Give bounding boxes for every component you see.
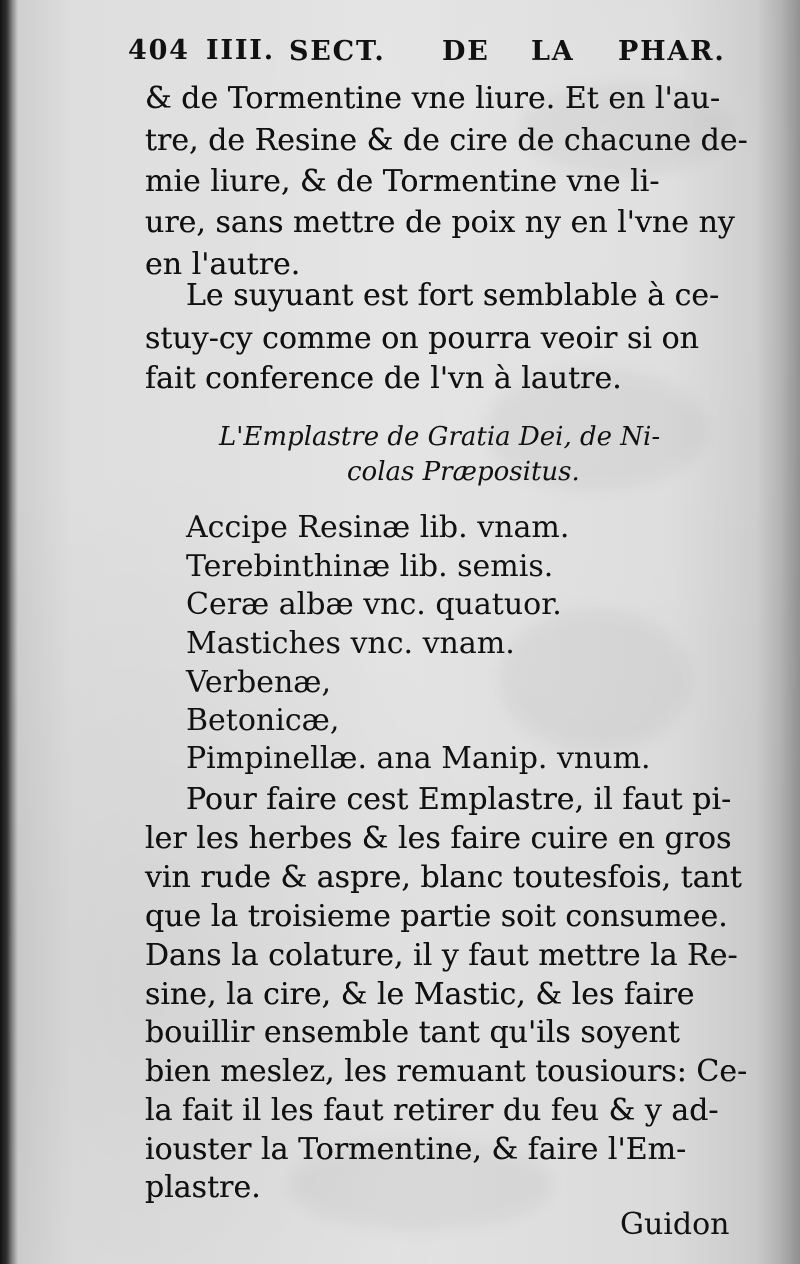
- body-line: en l'autre.: [145, 247, 301, 282]
- paragraph-line: sine, la cire, & le Mastic, & les faire: [145, 977, 695, 1012]
- paragraph-line: ler les herbes & les faire cuire en gros: [145, 821, 732, 856]
- catchword: Guidon: [620, 1207, 730, 1242]
- section-word-phar: PHAR.: [618, 36, 726, 67]
- paragraph-line: plastre.: [145, 1170, 261, 1205]
- section-word-de: DE: [442, 36, 490, 67]
- body-line: tre, de Resine & de cire de chacune de-: [145, 123, 748, 158]
- section-word-la: LA: [531, 36, 575, 67]
- paragraph-line: iouster la Tormentine, & faire l'Em-: [145, 1132, 687, 1167]
- recipe-line: Betonicæ,: [186, 703, 340, 738]
- running-header: [128, 35, 744, 75]
- paragraph-line: Dans la colature, il y faut mettre la Re-: [145, 938, 738, 973]
- page-number: 404: [128, 35, 190, 66]
- section-label: SECT.: [289, 36, 386, 67]
- recipe-line: Verbenæ,: [186, 665, 332, 700]
- body-line: stuy-cy comme on pourra veoir si on: [145, 321, 699, 356]
- left-page-shadow: [0, 0, 18, 1264]
- recipe-line: Accipe Resinæ lib. vnam.: [186, 510, 570, 545]
- recipe-line: Ceræ albæ vnc. quatuor.: [186, 587, 562, 622]
- recipe-line: Terebinthinæ lib. semis.: [186, 549, 554, 584]
- recipe-line: Pimpinellæ. ana Manip. vnum.: [186, 741, 651, 776]
- right-page-shadow: [756, 0, 800, 1264]
- section-number: IIII.: [206, 35, 275, 66]
- body-line: fait conference de l'vn à lautre.: [145, 361, 622, 396]
- section-subheading: colas Præpositus.: [347, 457, 580, 487]
- body-line: Le suyuant est fort semblable à ce-: [186, 278, 720, 313]
- body-line: mie liure, & de Tormentine vne li-: [145, 164, 660, 199]
- paragraph-line: bien meslez, les remuant tousiours: Ce-: [145, 1054, 748, 1089]
- section-subheading: L'Emplastre de Gratia Dei, de Ni-: [219, 422, 661, 452]
- paragraph-line: bouillir ensemble tant qu'ils soyent: [145, 1015, 680, 1050]
- paragraph-line: Pour faire cest Emplastre, il faut pi-: [186, 782, 732, 817]
- paragraph-line: la fait il les faut retirer du feu & y ad-: [145, 1093, 719, 1128]
- body-line: & de Tormentine vne liure. Et en l'au-: [145, 81, 721, 116]
- paragraph-line: que la troisieme partie soit consumee.: [145, 899, 728, 934]
- body-line: ure, sans mettre de poix ny en l'vne ny: [145, 205, 735, 240]
- paragraph-line: vin rude & aspre, blanc toutesfois, tant: [145, 860, 742, 895]
- recipe-line: Mastiches vnc. vnam.: [186, 626, 515, 661]
- show-through-blot: [500, 610, 690, 750]
